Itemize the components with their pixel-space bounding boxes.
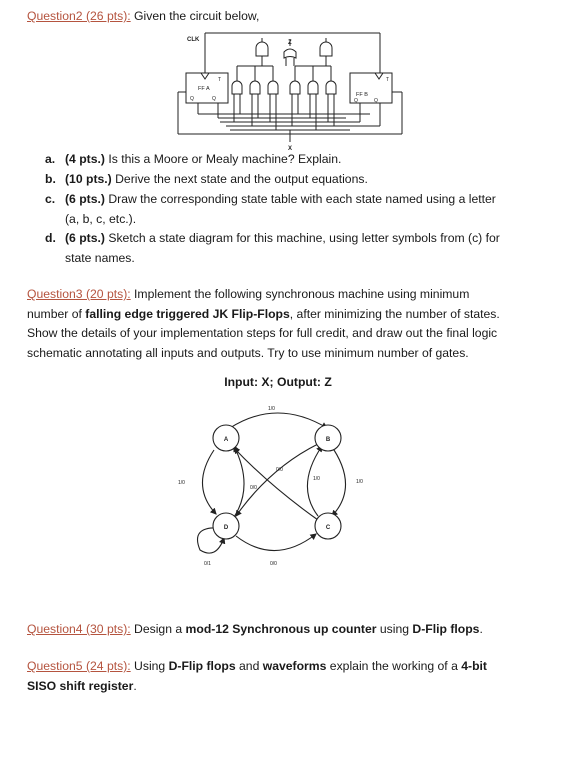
state-diagram bbox=[170, 398, 370, 578]
label-d-self: 0/1 bbox=[204, 561, 211, 567]
q2-part-c: c. (6 pts.) Draw the corresponding state table with each state named using a letter bbox=[45, 192, 496, 206]
state-c-label: C bbox=[325, 525, 331, 531]
label-a-d: 1/0 bbox=[178, 480, 185, 486]
edge-c-a bbox=[234, 448, 318, 520]
ff-b-q-label: Q bbox=[374, 98, 378, 104]
z-label: Z bbox=[288, 40, 292, 46]
q2-part-d: d. (6 pts.) Sketch a state diagram for this machine, using letter symbols from (c) for bbox=[45, 231, 500, 245]
q2-part-d-continued: state names. bbox=[65, 251, 135, 265]
q3-io-heading: Input: X; Output: Z bbox=[224, 375, 332, 389]
label-b-c: 1/0 bbox=[356, 479, 363, 485]
q4-title: Question4 (30 pts): bbox=[27, 622, 131, 636]
q2-heading bbox=[27, 7, 259, 26]
q5-title: Question5 (24 pts): bbox=[27, 659, 131, 673]
ff-a-t-label: T bbox=[218, 77, 222, 83]
state-b-label: B bbox=[325, 437, 331, 443]
edge-a-d bbox=[202, 450, 216, 514]
q5-paragraph: Question5 (24 pts): Using D-Flip flops and waveforms explain the working of a 4-bit SISO shift register. bbox=[27, 659, 487, 693]
q2-title: Question2 (26 pts): bbox=[27, 9, 131, 23]
edge-b-c bbox=[330, 444, 346, 516]
state-a-label: A bbox=[223, 437, 229, 443]
q2-intro: Given the circuit below, bbox=[130, 9, 260, 23]
label-a-b: 1/0 bbox=[268, 406, 275, 412]
label-c-b: 1/0 bbox=[313, 476, 320, 482]
ff-a-q-label: Q bbox=[212, 96, 216, 102]
q4-paragraph: Question4 (30 pts): Design a mod-12 Synchronous up counter using D-Flip flops. bbox=[27, 622, 483, 636]
edge-a-b bbox=[230, 413, 327, 428]
state-d-label: D bbox=[223, 525, 229, 531]
q2-part-a: a. (4 pts.) Is this a Moore or Mealy machine? Explain. bbox=[45, 152, 342, 166]
sequential-circuit-diagram bbox=[170, 26, 415, 150]
ff-a-qbar-label: Q bbox=[190, 96, 194, 102]
ff-a-label: FF A bbox=[198, 86, 210, 92]
x-label: X bbox=[288, 146, 293, 150]
label-d-c: 0/0 bbox=[270, 561, 277, 567]
q2-part-b: b. (10 pts.) Derive the next state and the output equations. bbox=[45, 172, 368, 186]
q3-paragraph: Question3 (20 pts): Implement the following synchronous machine using minimum number of falling edge triggered JK Flip-Flops, after minimizing the number of states. Show the details of your implementation steps for full credit, and draw out the final logic schematic annotating all inputs and outputs. Try to use minimum number of gates. bbox=[27, 287, 500, 360]
clk-label: CLK bbox=[187, 37, 200, 43]
ff-b-qbar-label: Q bbox=[354, 98, 358, 104]
ff-b-t-label: T bbox=[386, 77, 390, 83]
label-b-d: 0/0 bbox=[276, 467, 283, 473]
label-c-a: 0/0 bbox=[250, 485, 257, 491]
ff-b-label: FF B bbox=[356, 92, 368, 98]
q3-title: Question3 (20 pts): bbox=[27, 287, 131, 301]
q2-parts bbox=[45, 150, 535, 268]
edge-b-d bbox=[236, 444, 318, 516]
edge-d-c bbox=[236, 534, 316, 551]
q2-part-c-continued: (a, b, c, etc.). bbox=[65, 212, 137, 226]
